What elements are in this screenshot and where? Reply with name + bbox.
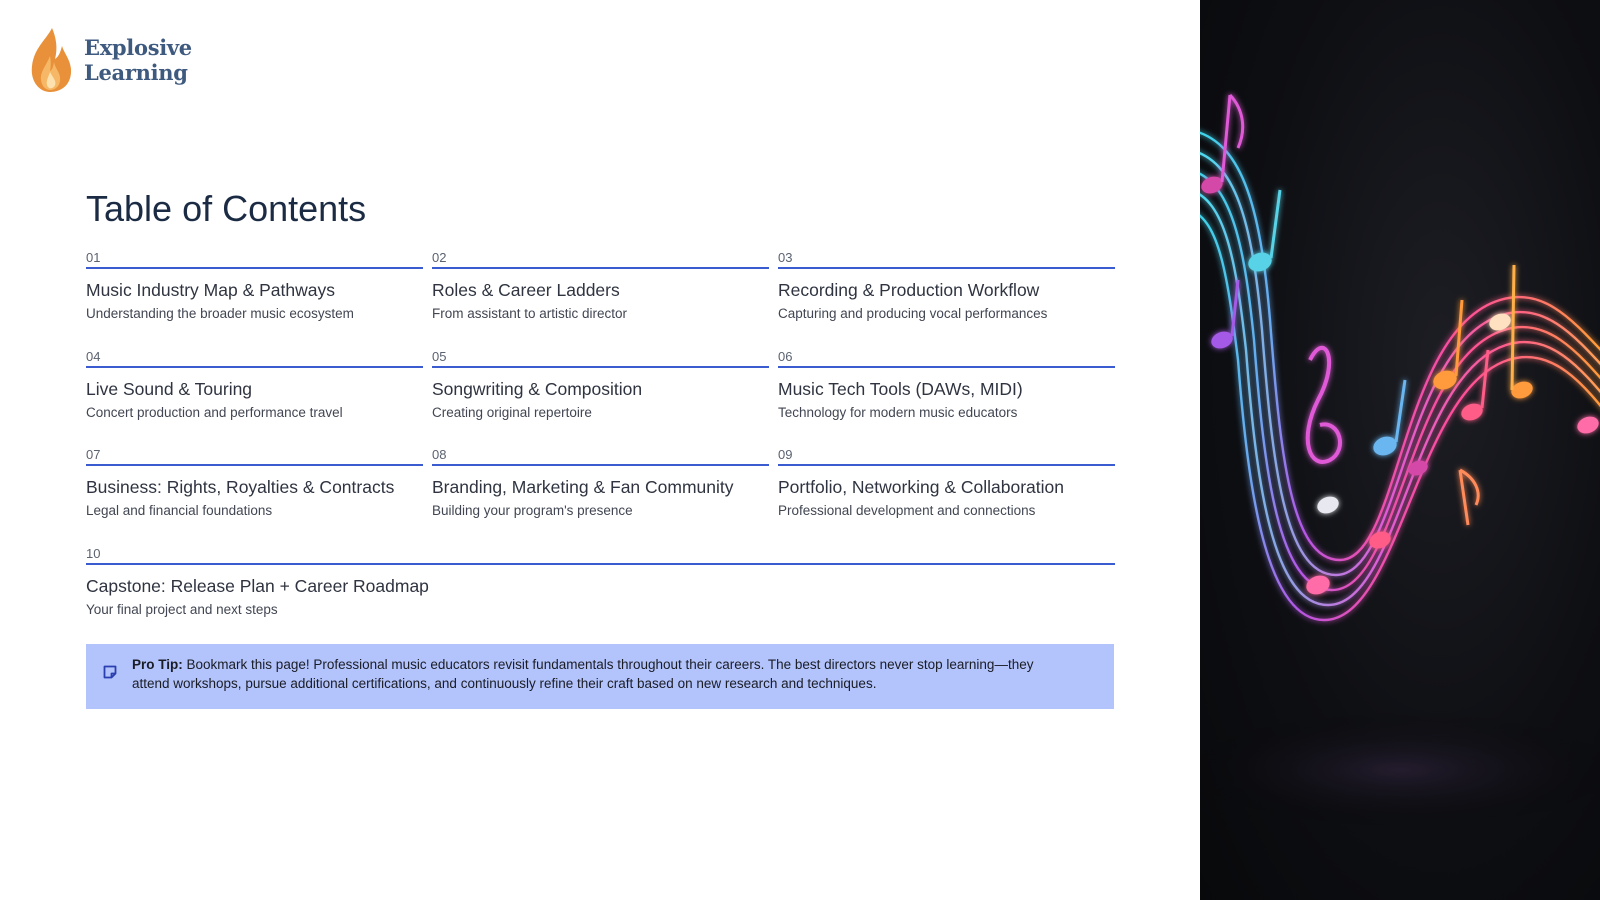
toc-description: Understanding the broader music ecosystem: [86, 306, 354, 321]
toc-item[interactable]: [432, 347, 769, 446]
toc-number: 08: [432, 445, 769, 466]
toc-heading: Songwriting & Composition: [432, 378, 643, 399]
toc-description: Technology for modern music educators: [778, 404, 1018, 420]
toc-item[interactable]: [432, 445, 769, 544]
toc-item[interactable]: [86, 544, 1115, 643]
toc-item[interactable]: [778, 347, 1115, 446]
toc-number: 09: [778, 445, 1115, 466]
music-notes-wave-image: [1200, 0, 1600, 900]
toc-number: 05: [432, 347, 769, 368]
toc-item[interactable]: [86, 347, 423, 446]
brand-logo[interactable]: [28, 26, 192, 94]
hero-image: [1200, 0, 1600, 900]
toc-heading: Branding, Marketing & Fan Community: [432, 477, 734, 497]
toc-description: Legal and financial foundations: [86, 503, 273, 518]
toc-item[interactable]: [86, 445, 423, 544]
pro-tip-callout: [86, 644, 1114, 709]
page-title: Table of Contents: [86, 188, 367, 229]
toc-heading: Portfolio, Networking & Collaboration: [778, 477, 1064, 497]
toc-description: Professional development and connections: [778, 503, 1036, 518]
toc-heading: Roles & Career Ladders: [432, 280, 620, 300]
toc-description: Your final project and next steps: [86, 601, 278, 617]
toc-item[interactable]: [86, 248, 423, 347]
toc-heading: Recording & Production Workflow: [778, 280, 1040, 300]
toc-number: 03: [778, 248, 1115, 269]
toc-item[interactable]: [778, 248, 1115, 347]
toc-description: Capturing and producing vocal performances: [778, 306, 1048, 321]
toc-description: From assistant to artistic director: [432, 306, 628, 321]
toc-number: 10: [86, 544, 1115, 565]
toc-number: 01: [86, 248, 423, 269]
toc-description: Creating original repertoire: [432, 404, 592, 420]
toc-heading: Business: Rights, Royalties & Contracts: [86, 477, 395, 497]
toc-heading: Capstone: Release Plan + Career Roadmap: [86, 575, 429, 596]
toc-description: Building your program's presence: [432, 503, 633, 518]
toc-heading: Live Sound & Touring: [86, 378, 253, 399]
toc-item[interactable]: [778, 445, 1115, 544]
flame-icon: [28, 26, 74, 94]
brand-name: [84, 35, 192, 85]
toc-description: Concert production and performance travel: [86, 404, 343, 420]
note-icon: [102, 664, 118, 680]
toc-number: 04: [86, 347, 423, 368]
toc-number: 07: [86, 445, 423, 466]
toc-number: 06: [778, 347, 1115, 368]
toc-heading: Music Industry Map & Pathways: [86, 280, 335, 300]
toc-item[interactable]: [432, 248, 769, 347]
pro-tip-label: Pro Tip:: [132, 657, 183, 672]
toc-number: 02: [432, 248, 769, 269]
brand-line-1: Explosive: [84, 35, 192, 60]
toc-grid: [86, 248, 1114, 642]
toc-heading: Music Tech Tools (DAWs, MIDI): [778, 378, 1023, 399]
pro-tip-text: Bookmark this page! Professional music educators revisit fundamentals throughout their careers. The best directors never stop learning—they attend workshops, pursue additional certifications, and continuously refine their craft based on new research and techniques.: [132, 657, 1034, 691]
brand-line-2: Learning: [84, 60, 188, 85]
